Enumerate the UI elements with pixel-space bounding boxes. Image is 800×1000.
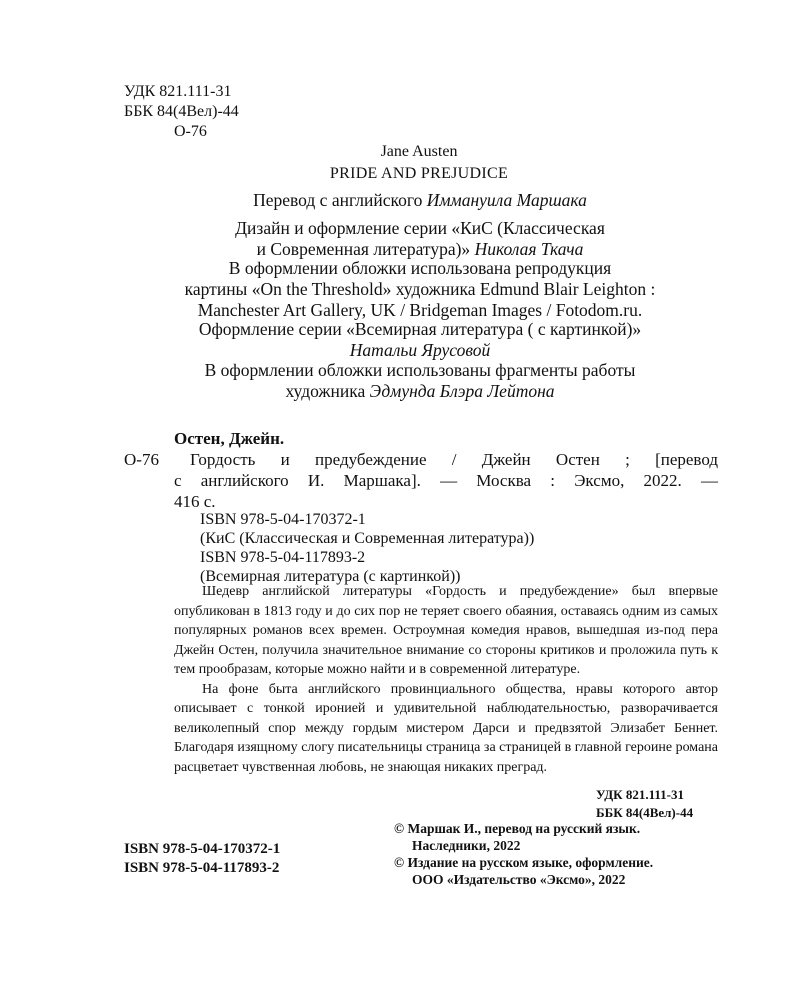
- biblio-isbn-block: [200, 510, 534, 586]
- footer-bbk: ББК 84(4Вел)-44: [596, 805, 694, 820]
- biblio-code: О-76: [124, 450, 159, 469]
- footer-udk: УДК 821.111-31: [596, 787, 684, 802]
- catalog-code: О-76: [174, 123, 207, 140]
- bbk-code: ББК 84(4Вел)-44: [124, 103, 239, 120]
- translation-credit: [100, 190, 740, 211]
- original-title: PRIDE AND PREJUDICE: [329, 165, 509, 182]
- series-designer-name: Николая Ткача: [474, 239, 584, 259]
- translator-name: Иммануила Маршака: [426, 190, 587, 210]
- series2-design-line: Оформление серии «Всемирная литература ( с картинкой)»: [198, 319, 642, 339]
- copyright-1-line-1: © Маршак И., перевод на русский язык.: [394, 821, 641, 836]
- biblio-heading: Остен, Джейн.: [174, 429, 285, 448]
- cover-repro-line-2: картины «On the Threshold» художника Edmund Blair Leighton :: [184, 279, 656, 299]
- footer-codes: [596, 786, 693, 822]
- biblio-line-3: 416 с.: [174, 492, 216, 511]
- series-design-line-2: и Современная литература)» Николая Ткача: [256, 239, 584, 259]
- biblio-series-1: (КиС (Классическая и Современная литература)): [200, 530, 535, 547]
- original-author: Jane Austen: [380, 143, 458, 160]
- copyright-1-line-2: Наследники, 2022: [412, 838, 521, 853]
- cover-fragments-credit: [100, 360, 740, 402]
- biblio-isbn-1: ISBN 978-5-04-170372-1: [200, 511, 366, 528]
- copyright-block: [394, 820, 653, 888]
- footer-isbns: [124, 840, 280, 878]
- annotation-paragraph-2: На фоне быта английского провинциального общества, нравы которого автор описывает с тонкой иронией и удивительной наблюдательностью, разворачивается великолепный спор между гордым мистером Дарси и предвзятой Элизабет Беннет. Благодаря изящному слогу писательницы страница за страницей в главной героине романа расцветает чувственная любовь, не знающая никаких преград.: [174, 681, 718, 775]
- annotation: [174, 582, 718, 777]
- copyright-2-line-1: © Издание на русском языке, оформление.: [394, 855, 654, 870]
- footer-isbn-1: ISBN 978-5-04-170372-1: [124, 841, 281, 857]
- biblio-series-2: (Всемирная литература (с картинкой)): [200, 568, 461, 585]
- annotation-paragraph-1: Шедевр английской литературы «Гордость и предубеждение» был впервые опубликован в 1813 году и до сих пор не теряет своего обаяния, оставаясь одним из самых популярных романов всех времен. Остроумная комедия нравов, вышедшая из-под пера Джейн Остен, получила значительное внимание со стороны критиков и проложила путь к тем прообразам, которые можно найти и в современной литературе.: [174, 584, 718, 677]
- udk-code: УДК 821.111-31: [124, 83, 232, 100]
- series-design-line-1: Дизайн и оформление серии «КиС (Классическая: [235, 218, 605, 238]
- series-design-credit: [100, 218, 740, 260]
- cover-reproduction-credit: [100, 258, 740, 321]
- cover-repro-line-3: Manchester Art Gallery, UK / Bridgeman Images / Fotodom.ru.: [197, 300, 643, 320]
- cover-artist-name: Эдмунда Блэра Лейтона: [369, 381, 555, 401]
- biblio-line-1: Гордость и предубеждение / Джейн Остен ; [перевод: [190, 450, 718, 469]
- biblio-line-2: с английского И. Маршака]. — Москва : Эксмо, 2022. —: [174, 471, 718, 490]
- series2-designer-name: Натальи Ярусовой: [349, 340, 491, 360]
- biblio-isbn-2: ISBN 978-5-04-117893-2: [200, 549, 366, 566]
- cover-fragments-line-2: художника Эдмунда Блэра Лейтона: [285, 381, 555, 401]
- series2-design-credit: [100, 319, 740, 361]
- copyright-2-line-2: ООО «Издательство «Эксмо», 2022: [412, 872, 626, 887]
- cover-repro-line-1: В оформлении обложки использована репродукция: [228, 258, 612, 278]
- cover-fragments-line-1: В оформлении обложки использованы фрагменты работы: [204, 360, 636, 380]
- translation-prefix: Перевод с английского: [253, 190, 423, 210]
- footer-isbn-2: ISBN 978-5-04-117893-2: [124, 860, 280, 876]
